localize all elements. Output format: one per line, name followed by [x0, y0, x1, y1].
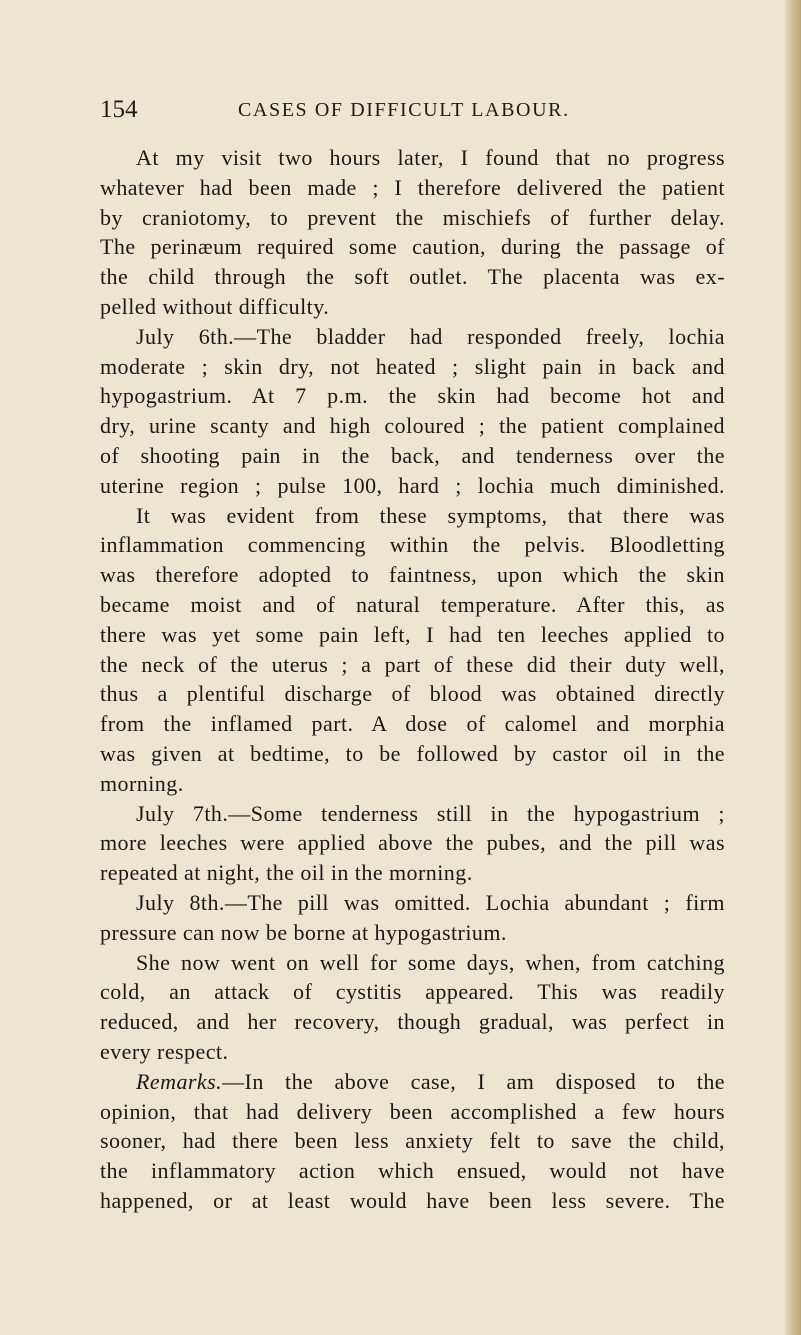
text-line: thus a plentiful discharge of blood was obtained directly — [100, 681, 725, 707]
text-line: repeated at night, the oil in the morning. — [100, 860, 473, 886]
body-text — [100, 143, 725, 1216]
text-line: morning. — [100, 770, 184, 796]
page-edge — [785, 0, 801, 1335]
remarks-label: Remarks. — [136, 1068, 223, 1094]
text-line: inflammation commencing within the pelvis. Bloodletting — [100, 532, 725, 558]
text-line: reduced, and her recovery, though gradual, was perfect in — [100, 1009, 725, 1035]
text-line: The perinæum required some caution, during the passage of — [100, 234, 725, 260]
text-line: pelled without difficulty. — [100, 293, 330, 319]
text-line: opinion, that had delivery been accomplished a few hours — [100, 1098, 725, 1124]
text-line: the neck of the uterus ; a part of these did their duty well, — [100, 651, 725, 677]
running-head: CASES OF DIFFICULT LABOUR. — [238, 99, 570, 121]
text-line: became moist and of natural temperature. After this, as — [100, 591, 725, 617]
text-line: July 7th.—Some tenderness still in the hypogastrium ; — [136, 800, 725, 826]
text-line: by craniotomy, to prevent the mischiefs of further delay. — [100, 204, 725, 230]
text-line: She now went on well for some days, when, from catching — [136, 949, 725, 975]
text-line: of shooting pain in the back, and tenderness over the — [100, 442, 725, 468]
text-line: was therefore adopted to faintness, upon which the skin — [100, 562, 725, 588]
text-line: there was yet some pain left, I had ten leeches applied to — [100, 621, 725, 647]
page-header — [100, 90, 720, 130]
page-number: 154 — [100, 96, 138, 123]
text-line: was given at bedtime, to be followed by castor oil in the — [100, 740, 725, 766]
remarks-text: —In the above case, I am disposed to the — [222, 1068, 725, 1094]
text-line: pressure can now be borne at hypogastrium. — [100, 919, 507, 945]
text-line: sooner, had there been less anxiety felt to save the child, — [100, 1128, 725, 1154]
text-line: from the inflamed part. A dose of calomel and morphia — [100, 711, 725, 737]
text-line: whatever had been made ; I therefore delivered the patient — [100, 174, 725, 200]
text-line: At my visit two hours later, I found that no progress — [136, 145, 725, 170]
text-line: dry, urine scanty and high coloured ; the patient complained — [100, 413, 725, 439]
text-line: more leeches were applied above the pubes, and the pill was — [100, 830, 725, 856]
text-line: hypogastrium. At 7 p.m. the skin had become hot and — [100, 383, 725, 409]
text-line: cold, an attack of cystitis appeared. This was readily — [100, 979, 725, 1005]
text-line: July 8th.—The pill was omitted. Lochia abundant ; firm — [136, 889, 725, 915]
text-line: happened, or at least would have been less severe. The — [100, 1187, 725, 1213]
remarks-line — [100, 1067, 725, 1097]
text-line: moderate ; skin dry, not heated ; slight pain in back and — [100, 353, 725, 379]
text-line: the inflammatory action which ensued, would not have — [100, 1158, 725, 1184]
text-line: every respect. — [100, 1038, 229, 1064]
text-line: It was evident from these symptoms, that there was — [136, 502, 725, 528]
text-line: uterine region ; pulse 100, hard ; lochia much diminished. — [100, 472, 725, 498]
text-line: July 6th.—The bladder had responded freely, lochia — [136, 323, 725, 349]
text-line: the child through the soft outlet. The placenta was ex- — [100, 264, 725, 290]
